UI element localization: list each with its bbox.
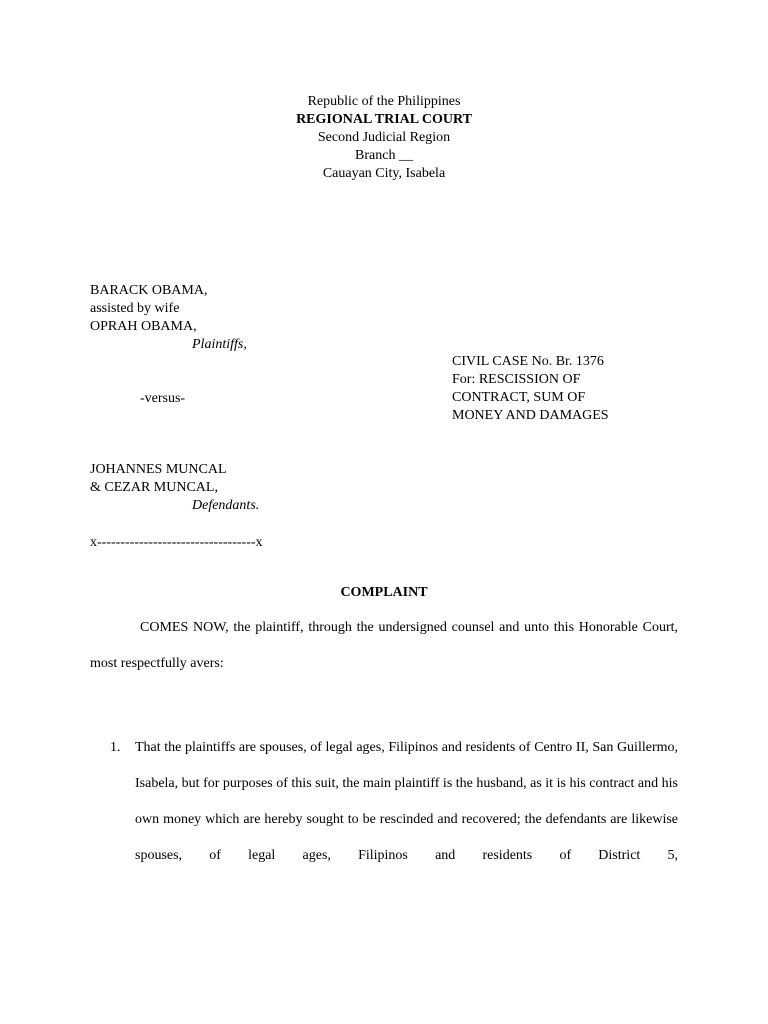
case-subject-3: MONEY AND DAMAGES	[452, 408, 609, 423]
court-header	[0, 93, 768, 183]
branch-line: Branch __	[355, 148, 413, 163]
court-name: REGIONAL TRIAL COURT	[296, 112, 472, 127]
defendant-name-2: & CEZAR MUNCAL,	[90, 480, 218, 495]
plaintiff-name: BARACK OBAMA,	[90, 283, 208, 298]
defendants-role: Defendants.	[192, 498, 260, 513]
plaintiff-assisted: assisted by wife	[90, 301, 180, 316]
case-subject-1: For: RESCISSION OF	[452, 372, 581, 387]
republic-line: Republic of the Philippines	[307, 94, 461, 109]
judicial-region: Second Judicial Region	[317, 130, 451, 145]
case-subject-2: CONTRACT, SUM OF	[452, 390, 586, 405]
allegation-text: That the plaintiffs are spouses, of legal ages, Filipinos and residents of Centro II, San Guillermo, Isabela, but for purposes of this suit, the main plaintiff is the husband, as it is his contract and his own money which are hereby sought to be rescinded and recovered; the defendants are likewise spouses, of legal ages, Filipinos and residents of District 5,	[135, 740, 678, 863]
versus-label: -versus-	[140, 391, 186, 406]
intro-paragraph: COMES NOW, the plaintiff, through the undersigned counsel and unto this Honorable Court, most respectfully avers:	[90, 620, 678, 671]
case-number: CIVIL CASE No. Br. 1376	[452, 354, 604, 369]
plaintiff-wife-name: OPRAH OBAMA,	[90, 319, 197, 334]
caption-separator: x----------------------------------x	[90, 535, 263, 550]
allegation-number: 1.	[110, 740, 121, 755]
case-info	[452, 353, 609, 425]
plaintiffs-role: Plaintiffs,	[192, 337, 247, 352]
court-location: Cauayan City, Isabela	[322, 166, 446, 181]
document-title: COMPLAINT	[340, 585, 428, 600]
defendant-name-1: JOHANNES MUNCAL	[90, 462, 227, 477]
